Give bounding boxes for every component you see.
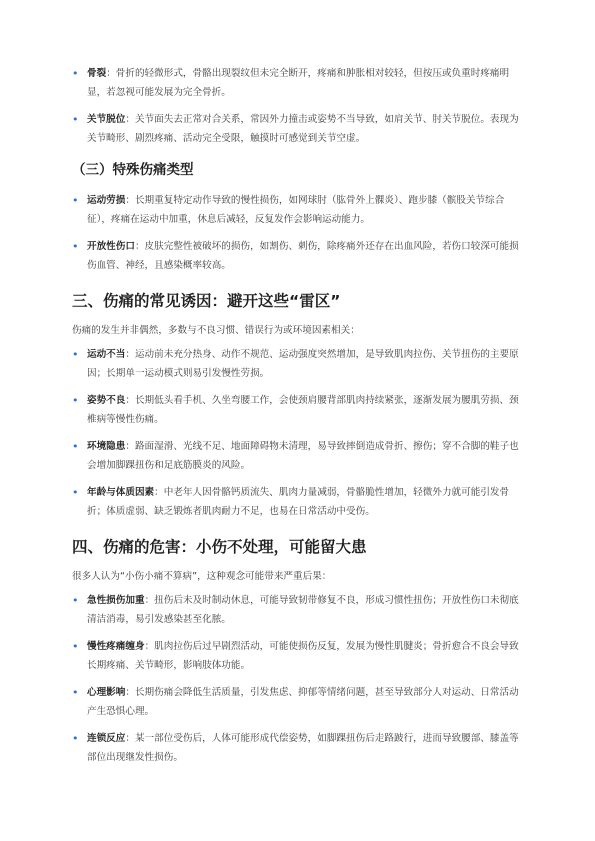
item-term: 年龄与体质因素 [87,487,155,498]
list-item [72,437,523,475]
bullet-icon: • [72,394,79,407]
list-item [72,683,523,721]
item-desc: ：肌肉拉伤后过早剧烈活动，可能使损伤反复，发展为慢性肌腱炎；骨折愈合不良会导致长期疼痛、关节畸形，影响肢体功能。 [87,641,519,671]
item-term: 运动不当 [87,349,126,360]
item-desc: ：长期重复特定动作导致的慢性损伤，如网球肘（肱骨外上髁炎）、跑步膝（髌股关节综合征），疼痛在运动中加重，休息后减轻，反复发作会影响运动能力。 [87,195,505,225]
special-injury-list [72,191,523,275]
item-desc: ：长期伤痛会降低生活质量，引发焦虑、抑郁等情绪问题，甚至导致部分人对运动、日常活动产生恐惧心理。 [87,687,519,717]
item-term: 环境隐患 [87,441,126,452]
item-desc: ：某一部位受伤后，人体可能形成代偿姿势，如脚踝扭伤后走路跛行，进而导致腰部、膝盖等部位出现继发性损伤。 [87,733,519,763]
item-term: 心理影响 [87,687,126,698]
section-intro: 伤痛的发生并非偶然，多数与不良习惯、错误行为或环境因素相关： [72,325,360,336]
list-item [72,64,523,102]
list-item [72,237,523,275]
causes-list [72,345,523,521]
item-desc: ：皮肤完整性被破坏的损伤，如割伤、刺伤，除疼痛外还存在出血风险，若伤口较深可能损伤血管、神经，且感染概率较高。 [87,241,519,271]
section-subheading-special: （三）特殊伤痛类型 [72,162,194,178]
bullet-icon: • [72,440,79,453]
list-item [72,637,523,675]
item-term: 慢性疼痛缠身 [87,641,145,652]
list-item [72,483,523,521]
item-term: 连锁反应 [87,733,126,744]
item-term: 开放性伤口 [87,241,135,252]
harms-list [72,591,523,767]
item-term: 骨裂 [87,68,107,79]
item-term: 关节脱位 [87,114,126,125]
bullet-icon: • [72,732,79,745]
list-item [72,191,523,229]
bullet-icon: • [72,67,79,80]
bullet-icon: • [72,113,79,126]
item-desc: ：中老年人因骨骼钙质流失、肌肉力量减弱，骨骼脆性增加，轻微外力就可能引发骨折；体质虚弱、缺乏锻炼者肌肉耐力不足，也易在日常活动中受伤。 [87,487,510,517]
list-item [72,345,523,383]
list-item [72,110,523,148]
item-desc: ：扭伤后未及时制动休息，可能导致韧带修复不良，形成习惯性扭伤；开放性伤口未彻底清洁消毒，易引发感染甚至化脓。 [87,595,519,625]
item-desc: ：关节面失去正常对合关系，常因外力撞击或姿势不当导致，如肩关节、肘关节脱位。表现为关节畸形、剧烈疼痛、活动完全受限，触摸时可感觉到关节空虚。 [87,114,519,144]
list-item [72,591,523,629]
list-item [72,729,523,767]
item-term: 急性损伤加重 [87,595,145,606]
item-desc: ：长期低头看手机、久坐弯腰工作，会使颈肩腰背部肌肉持续紧张，逐渐发展为腰肌劳损、颈椎病等慢性伤痛。 [87,395,519,425]
bullet-icon: • [72,194,79,207]
section-heading-causes: 三、伤痛的常见诱因：避开这些“雷区” [72,292,341,310]
item-desc: ：路面湿滑、光线不足、地面障碍物未清理，易导致摔倒造成骨折、擦伤；穿不合脚的鞋子也会增加脚踝扭伤和足底筋膜炎的风险。 [87,441,519,471]
bullet-icon: • [72,240,79,253]
bullet-icon: • [72,594,79,607]
fracture-list [72,64,523,148]
section-intro: 很多人认为“小伤小痛不算病”，这种观念可能带来严重后果： [72,571,332,582]
section-heading-harms: 四、伤痛的危害：小伤不处理，可能留大患 [72,538,367,556]
item-term: 姿势不良 [87,395,126,406]
item-desc: ：骨折的轻微形式，骨骼出现裂纹但未完全断开，疼痛和肿胀相对较轻，但按压或负重时疼痛明显，若忽视可能发展为完全骨折。 [87,68,510,98]
bullet-icon: • [72,686,79,699]
bullet-icon: • [72,348,79,361]
bullet-icon: • [72,486,79,499]
item-term: 运动劳损 [87,195,126,206]
list-item [72,391,523,429]
item-desc: ：运动前未充分热身、动作不规范、运动强度突然增加，是导致肌肉拉伤、关节扭伤的主要原因；长期单一运动模式则易引发慢性劳损。 [87,349,519,379]
bullet-icon: • [72,640,79,653]
